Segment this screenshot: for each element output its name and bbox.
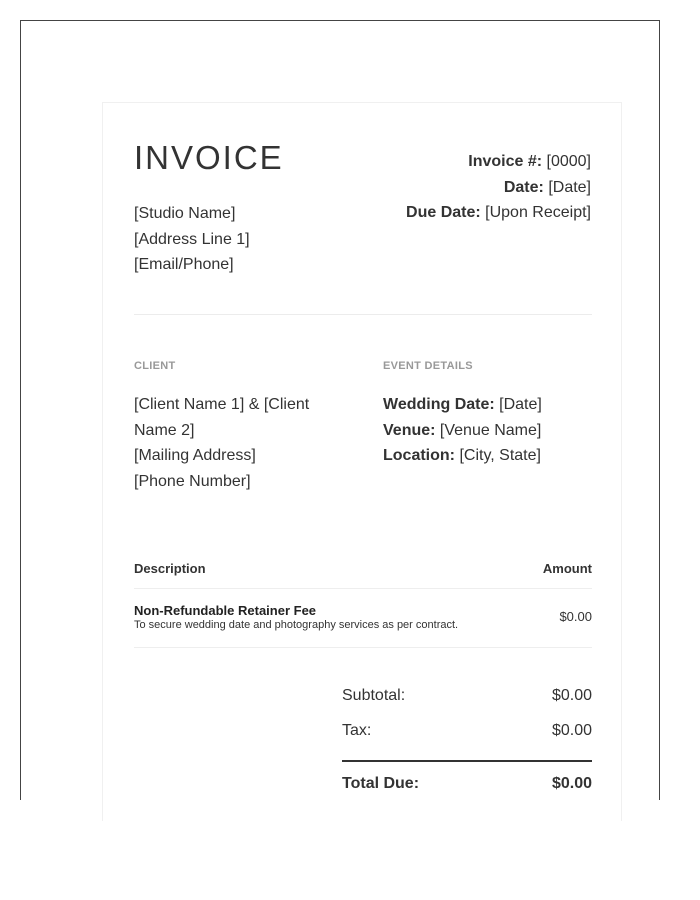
invoice-number-label: Invoice #: bbox=[468, 153, 543, 170]
due-date-line bbox=[406, 200, 591, 226]
venue-value: [Venue Name] bbox=[439, 421, 542, 439]
invoice-meta bbox=[406, 149, 591, 226]
location-line bbox=[383, 443, 542, 469]
client-section-label: CLIENT bbox=[134, 360, 176, 372]
venue-label: Venue: bbox=[383, 421, 436, 439]
subtotal-label: Subtotal: bbox=[342, 687, 406, 704]
total-due-row bbox=[342, 775, 592, 793]
tax-row bbox=[342, 722, 592, 740]
event-section-label: EVENT DETAILS bbox=[383, 360, 473, 372]
studio-name: [Studio Name] bbox=[134, 205, 236, 222]
line-item-amount: $0.00 bbox=[559, 609, 592, 624]
subtotal-row bbox=[342, 687, 592, 705]
tax-value: $0.00 bbox=[551, 722, 592, 739]
client-info bbox=[134, 392, 344, 494]
tax-label: Tax: bbox=[342, 722, 372, 739]
client-phone: [Phone Number] bbox=[134, 472, 251, 490]
event-info bbox=[383, 392, 542, 469]
invoice-date-label: Date: bbox=[503, 178, 544, 196]
column-header-amount: Amount bbox=[542, 561, 592, 576]
invoice-date-line bbox=[406, 175, 591, 201]
subtotal-value: $0.00 bbox=[551, 687, 592, 704]
table-divider bbox=[134, 647, 592, 648]
due-date-label: Due Date: bbox=[406, 204, 481, 221]
column-header-description: Description bbox=[134, 561, 206, 576]
line-item-description: To secure wedding date and photography services as per contract. bbox=[134, 619, 459, 631]
total-divider bbox=[342, 760, 592, 762]
venue-line bbox=[383, 418, 542, 444]
wedding-date-value: [Date] bbox=[499, 396, 542, 413]
table-divider bbox=[134, 588, 592, 589]
invoice-number-line bbox=[406, 149, 591, 175]
invoice-number-value: [0000] bbox=[546, 153, 591, 170]
location-label: Location: bbox=[383, 447, 455, 464]
studio-contact: [Email/Phone] bbox=[134, 256, 234, 273]
wedding-date-line bbox=[383, 392, 542, 418]
invoice-date-value: [Date] bbox=[548, 178, 591, 196]
location-value: [City, State] bbox=[459, 447, 541, 464]
document-page bbox=[20, 20, 660, 800]
total-due-value: $0.00 bbox=[551, 775, 592, 792]
table-header bbox=[134, 561, 592, 576]
due-date-value: [Upon Receipt] bbox=[485, 204, 591, 221]
wedding-date-label: Wedding Date: bbox=[383, 396, 495, 413]
invoice-title: INVOICE bbox=[134, 139, 284, 176]
line-item-name: Non-Refundable Retainer Fee bbox=[134, 603, 317, 618]
invoice-sheet bbox=[102, 102, 622, 821]
client-address: [Mailing Address] bbox=[134, 447, 256, 464]
client-names: [Client Name 1] & [Client Name 2] bbox=[134, 396, 310, 439]
studio-info bbox=[134, 201, 250, 278]
table-row bbox=[134, 603, 592, 631]
studio-address: [Address Line 1] bbox=[134, 230, 250, 248]
header-divider bbox=[134, 314, 592, 315]
total-due-label: Total Due: bbox=[342, 775, 420, 792]
